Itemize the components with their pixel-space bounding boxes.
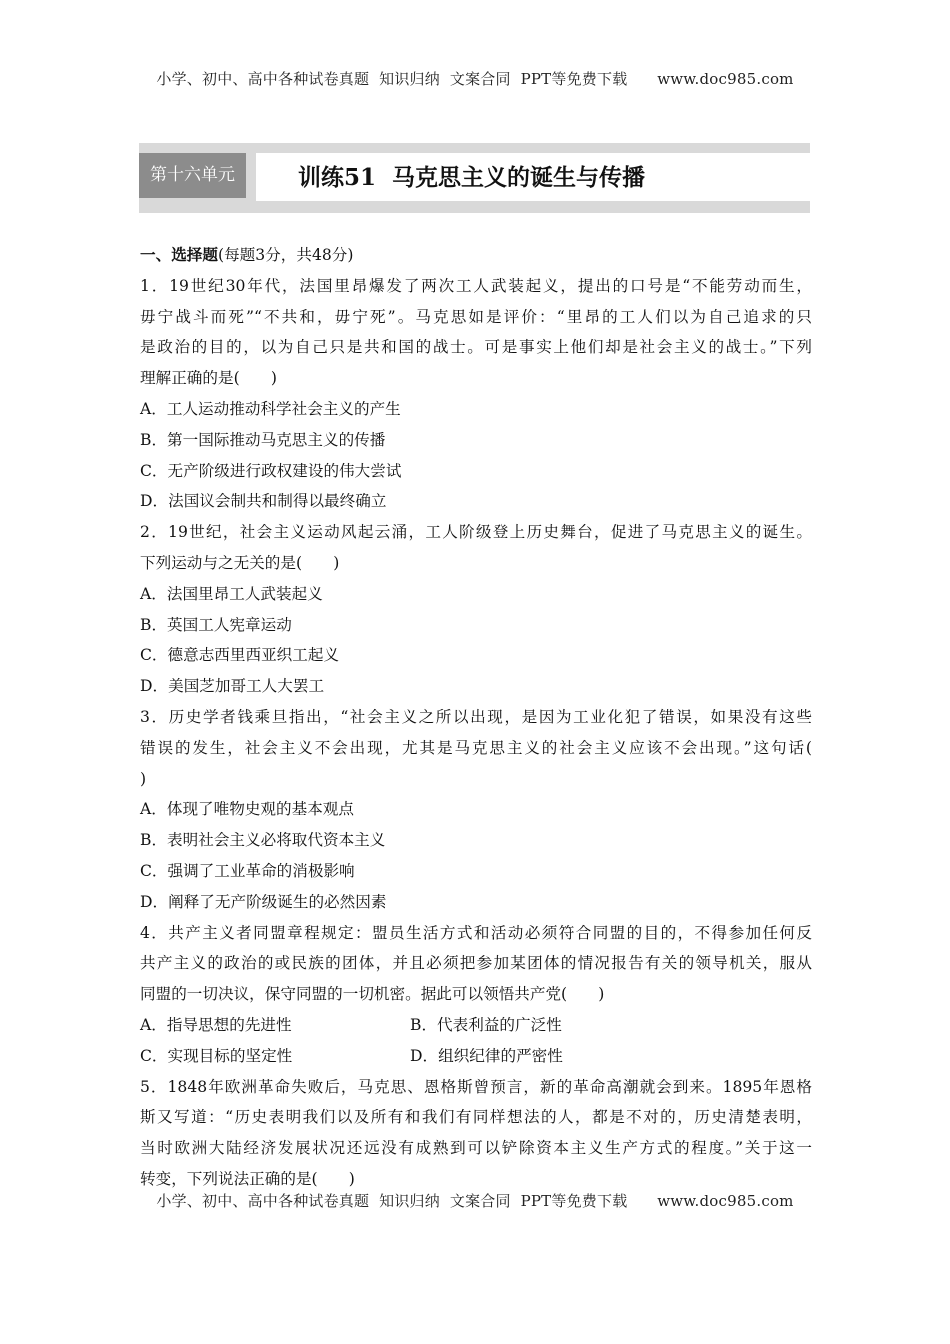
question-stem-line: 5．1848年欧洲革命失败后，马克思、恩格斯曾预言，新的革命高潮就会到来。1895年恩格	[140, 1077, 812, 1096]
page-header: 小学、初中、高中各种试卷真题 知识归纳 文案合同 PPT等免费下载 www.doc985.com	[156, 70, 794, 88]
question-stem-line: 转变，下列说法正确的是( )	[140, 1169, 355, 1188]
section-heading	[140, 240, 812, 271]
option-b: B．代表利益的广泛性	[410, 1015, 562, 1034]
page-footer: 小学、初中、高中各种试卷真题 知识归纳 文案合同 PPT等免费下载 www.doc985.com	[156, 1192, 794, 1210]
question-stem-line: 2．19世纪，社会主义运动风起云涌，工人阶级登上历史舞台，促进了马克思主义的诞生。	[140, 523, 812, 542]
unit-label: 第十六单元	[139, 153, 246, 198]
option-c: C．德意志西里西亚织工起义	[140, 646, 340, 665]
exercise-title: 训练51 马克思主义的诞生与传播	[298, 164, 646, 191]
section-score-note: (每题3分，共48分)	[217, 246, 354, 264]
question-stem-line: 3．历史学者钱乘旦指出，“社会主义之所以出现，是因为工业化犯了错误，如果没有这些	[140, 707, 812, 726]
option-a: A．指导思想的先进性	[140, 1015, 292, 1034]
question-stem-line: 下列运动与之无关的是( )	[140, 553, 340, 572]
option-a: A．法国里昂工人武装起义	[140, 584, 323, 603]
title-box	[256, 153, 810, 201]
question-stem-line: 是政治的目的，以为自己只是共和国的战士。可是事实上他们却是社会主义的战士。”下列	[140, 338, 812, 357]
option-d: D．法国议会制共和制得以最终确立	[140, 492, 387, 511]
option-b: B．第一国际推动马克思主义的传播	[140, 430, 386, 449]
section-heading-label: 一、选择题	[140, 245, 218, 264]
option-c: C．强调了工业革命的消极影响	[140, 861, 355, 880]
option-c: C．无产阶级进行政权建设的伟大尝试	[140, 461, 402, 480]
question-stem-line: 当时欧洲大陆经济发展状况还远没有成熟到可以铲除资本主义生产方式的程度。”关于这一	[140, 1139, 812, 1158]
option-b: B．表明社会主义必将取代资本主义	[140, 831, 386, 850]
option-d: D．组织纪律的严密性	[410, 1046, 563, 1065]
question-4	[140, 918, 812, 1072]
question-3	[140, 702, 812, 918]
question-stem-line: 共产主义的政治的或民族的团体，并且必须把参加某团体的情况报告有关的领导机关，服从	[140, 954, 812, 973]
question-stem-line: 4．共产主义者同盟章程规定：盟员生活方式和活动必须符合同盟的目的，不得参加任何反	[140, 923, 812, 942]
option-a: A．工人运动推动科学社会主义的产生	[140, 399, 401, 418]
question-stem-line: 1．19世纪30年代，法国里昂爆发了两次工人武装起义，提出的口号是“不能劳动而生，	[140, 276, 812, 295]
option-d: D．阐释了无产阶级诞生的必然因素	[140, 892, 387, 911]
question-2	[140, 517, 812, 702]
question-stem-line: 错误的发生，社会主义不会出现，尤其是马克思主义的社会主义应该不会出现。”这句话(	[140, 738, 812, 757]
option-b: B．英国工人宪章运动	[140, 615, 292, 634]
question-5	[140, 1072, 812, 1195]
question-content	[140, 240, 812, 1195]
question-stem-line: 斯又写道：“历史表明我们以及所有和我们有同样想法的人，都是不对的，历史清楚表明，	[140, 1108, 812, 1127]
question-stem-line: 毋宁战斗而死”“不共和，毋宁死”。马克思如是评价：“里昂的工人们以为自己追求的只	[140, 307, 812, 326]
question-stem-line: )	[140, 769, 147, 788]
option-c: C．实现目标的坚定性	[140, 1046, 293, 1065]
question-stem-line: 同盟的一切决议，保守同盟的一切机密。据此可以领悟共产党( )	[140, 985, 605, 1004]
option-row	[140, 1041, 812, 1072]
option-a: A．体现了唯物史观的基本观点	[140, 800, 354, 819]
unit-banner	[139, 143, 810, 213]
question-stem-line: 理解正确的是( )	[140, 369, 277, 388]
option-d: D．美国芝加哥工人大罢工	[140, 677, 325, 696]
question-1	[140, 271, 812, 517]
option-row	[140, 1010, 812, 1041]
